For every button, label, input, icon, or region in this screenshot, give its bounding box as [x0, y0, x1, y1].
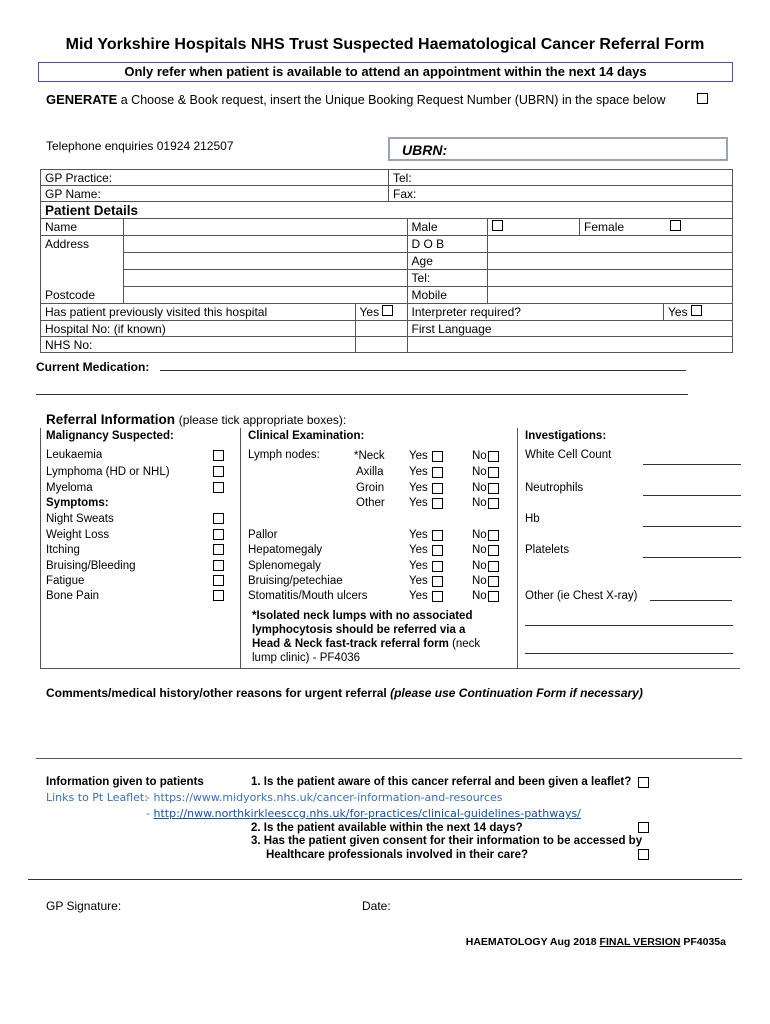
nhs-no-field[interactable]	[355, 337, 407, 353]
splenomegaly-no-label: No	[472, 560, 487, 572]
comments-divider	[36, 758, 742, 759]
neck-yes-label: Yes	[409, 450, 428, 462]
investigation-line-2[interactable]	[525, 641, 733, 654]
weight-loss-label: Weight Loss	[46, 529, 110, 541]
generate-text: a Choose & Book request, insert the Unique Booking Request Number (UBRN) in the space below	[120, 93, 666, 107]
itching-label: Itching	[46, 544, 80, 556]
hospital-no-label: Hospital No: (if known)	[45, 321, 166, 336]
night-sweats-label: Night Sweats	[46, 513, 114, 525]
leukaemia-label: Leukaemia	[46, 449, 103, 461]
info-q3a: 3. Has the patient given consent for their information to be accessed by	[251, 835, 643, 847]
footer-code: PF4035a	[683, 936, 726, 948]
address-label: Address	[45, 237, 90, 252]
date-label: Date:	[362, 899, 391, 913]
hb-label: Hb	[525, 513, 540, 525]
comments-italic: (please use Continuation Form if necessary)	[390, 686, 643, 700]
dob-label: D O B	[411, 237, 445, 251]
note-bold: *Isolated neck lumps with no associated lymphocytosis should be referred via a Head & Neck fast-track referral form	[252, 610, 473, 650]
groin-no-label: No	[472, 482, 487, 494]
mobile-field[interactable]	[488, 287, 732, 303]
splenomegaly-yes-checkbox[interactable]	[432, 561, 443, 572]
neck-lump-note	[252, 609, 492, 665]
address-field-1[interactable]	[124, 236, 408, 253]
hepatomegaly-no-checkbox[interactable]	[488, 545, 499, 556]
neck-label: *Neck	[354, 450, 385, 462]
hepatomegaly-yes-checkbox[interactable]	[432, 545, 443, 556]
axilla-label: Axilla	[356, 466, 384, 478]
gp-practice-label: GP Practice:	[45, 170, 113, 185]
medication-line-1[interactable]	[160, 357, 686, 371]
dob-field[interactable]	[488, 236, 732, 252]
referral-divider-2	[517, 428, 518, 668]
lymphoma-checkbox[interactable]	[213, 466, 224, 477]
referral-left-border	[40, 428, 41, 668]
links-label: Links to Pt Leaflet:	[46, 791, 148, 804]
referral-title	[46, 412, 346, 427]
leaflet-link-1[interactable]: - https://www.midyorks.nhs.uk/cancer-information-and-resources	[146, 791, 503, 804]
name-field[interactable]	[124, 219, 408, 236]
splenomegaly-label: Splenomegaly	[248, 560, 321, 572]
bruising-petechiae-yes-checkbox[interactable]	[432, 576, 443, 587]
platelets-label: Platelets	[525, 544, 570, 556]
refer-notice: Only refer when patient is available to attend an appointment within the next 14 days	[38, 62, 733, 82]
footer-dept: HAEMATOLOGY Aug 2018	[465, 936, 597, 948]
male-label: Male	[411, 220, 438, 234]
neutrophils-field[interactable]	[643, 483, 741, 496]
other-node-no-label: No	[472, 497, 487, 509]
bruising-petechiae-no-checkbox[interactable]	[488, 576, 499, 587]
stomatitis-no-checkbox[interactable]	[488, 591, 499, 602]
comments-bold: Comments/medical history/other reasons for urgent referral	[46, 686, 387, 700]
other-investigation-field[interactable]	[650, 588, 732, 601]
fatigue-checkbox[interactable]	[213, 575, 224, 586]
female-checkbox[interactable]	[670, 220, 681, 231]
neck-yes-checkbox[interactable]	[432, 451, 443, 462]
stomatitis-yes-label: Yes	[409, 590, 428, 602]
postcode-label: Postcode	[45, 287, 96, 302]
medication-line-2[interactable]	[36, 381, 688, 395]
generate-instruction	[46, 92, 665, 107]
referral-divider-1	[240, 428, 241, 668]
address-field-3[interactable]	[124, 270, 408, 287]
gp-practice-field[interactable]	[41, 170, 389, 186]
referral-title-text: Referral Information	[46, 412, 176, 427]
groin-yes-checkbox[interactable]	[432, 483, 443, 494]
investigations-head: Investigations:	[525, 430, 607, 442]
leukaemia-checkbox[interactable]	[213, 450, 224, 461]
stomatitis-label: Stomatitis/Mouth ulcers	[248, 590, 368, 602]
link2-dash: -	[146, 807, 150, 820]
age-field[interactable]	[488, 253, 732, 269]
bone-pain-checkbox[interactable]	[213, 590, 224, 601]
info-head: Information given to patients	[46, 776, 204, 788]
footer	[466, 936, 726, 948]
patient-tel-label: Tel:	[411, 271, 431, 285]
interpreter-label: Interpreter required?	[411, 305, 521, 319]
hepatomegaly-yes-label: Yes	[409, 544, 428, 556]
interpreter-yes-checkbox[interactable]	[691, 305, 702, 316]
hospital-no-field[interactable]	[355, 321, 407, 337]
hepatomegaly-label: Hepatomegaly	[248, 544, 323, 556]
telephone-enquiries: Telephone enquiries 01924 212507	[46, 139, 234, 153]
neck-no-label: No	[472, 450, 487, 462]
clinical-head: Clinical Examination:	[248, 430, 365, 442]
other-investigation-label: Other (ie Chest X-ray)	[525, 590, 638, 602]
patient-tel-field[interactable]	[488, 270, 732, 286]
groin-yes-label: Yes	[409, 482, 428, 494]
stomatitis-yes-checkbox[interactable]	[432, 591, 443, 602]
first-language-field[interactable]	[407, 337, 732, 353]
link2-url[interactable]: http://nww.northkirkleesccg.nhs.uk/for-practices/clinical-guidelines-pathways/	[153, 807, 581, 820]
comments-area[interactable]	[40, 705, 740, 755]
symptoms-head: Symptoms:	[46, 497, 109, 509]
gp-table	[40, 169, 733, 202]
itching-checkbox[interactable]	[213, 544, 224, 555]
interpreter-yes-label: Yes	[668, 305, 688, 319]
bruising-petechiae-label: Bruising/petechiae	[248, 575, 343, 587]
other-node-label: Other	[356, 497, 385, 509]
patient-table	[40, 201, 733, 353]
visited-yes-checkbox[interactable]	[382, 305, 393, 316]
generate-bold: GENERATE	[46, 92, 118, 107]
q3-checkbox[interactable]	[638, 849, 649, 860]
gp-signature-label: GP Signature:	[46, 899, 122, 913]
other-node-yes-label: Yes	[409, 497, 428, 509]
gp-name-field[interactable]	[41, 186, 389, 202]
weight-loss-checkbox[interactable]	[213, 529, 224, 540]
white-cell-count-label: White Cell Count	[525, 449, 612, 461]
female-label: Female	[584, 220, 625, 234]
address-field-2[interactable]	[124, 253, 408, 270]
investigation-line-1[interactable]	[525, 613, 733, 626]
gp-fax-field[interactable]	[389, 186, 733, 202]
page-title: Mid Yorkshire Hospitals NHS Trust Suspected Haematological Cancer Referral Form	[65, 36, 705, 53]
info-divider	[28, 879, 742, 880]
visited-yes-label: Yes	[359, 305, 380, 319]
ubrn-label: UBRN:	[402, 142, 448, 158]
lymphoma-label: Lymphoma (HD or NHL)	[46, 466, 170, 478]
hb-field[interactable]	[643, 514, 741, 527]
axilla-yes-checkbox[interactable]	[432, 467, 443, 478]
patient-details-title: Patient Details	[45, 202, 139, 218]
ubrn-field[interactable]	[388, 137, 728, 161]
pallor-yes-label: Yes	[409, 529, 428, 541]
comments-heading	[46, 686, 643, 700]
q1-checkbox[interactable]	[638, 777, 649, 788]
gp-name-label: GP Name:	[45, 186, 101, 201]
splenomegaly-no-checkbox[interactable]	[488, 561, 499, 572]
axilla-no-checkbox[interactable]	[488, 467, 499, 478]
neck-no-checkbox[interactable]	[488, 451, 499, 462]
myeloma-label: Myeloma	[46, 482, 93, 494]
note-rest: (neck lump clinic) - PF4036	[252, 638, 481, 664]
groin-no-checkbox[interactable]	[488, 483, 499, 494]
malignancy-head: Malignancy Suspected:	[46, 430, 174, 442]
pallor-yes-checkbox[interactable]	[432, 530, 443, 541]
bruising-bleeding-checkbox[interactable]	[213, 560, 224, 571]
q2-checkbox[interactable]	[638, 822, 649, 833]
lymph-nodes-label: Lymph nodes:	[248, 449, 320, 461]
gp-fax-label: Fax:	[393, 186, 417, 201]
bruising-petechiae-no-label: No	[472, 575, 487, 587]
bruising-petechiae-yes-label: Yes	[409, 575, 428, 587]
pallor-label: Pallor	[248, 529, 278, 541]
night-sweats-checkbox[interactable]	[213, 513, 224, 524]
age-label: Age	[411, 254, 433, 268]
fatigue-label: Fatigue	[46, 575, 85, 587]
first-language-label: First Language	[411, 321, 492, 336]
mobile-label: Mobile	[411, 288, 447, 302]
generate-checkbox[interactable]	[697, 93, 708, 104]
postcode-field[interactable]	[124, 287, 408, 304]
platelets-field[interactable]	[643, 545, 741, 558]
current-medication-label: Current Medication:	[36, 360, 150, 374]
footer-version: FINAL VERSION	[599, 936, 681, 948]
male-checkbox[interactable]	[492, 220, 503, 231]
other-node-yes-checkbox[interactable]	[432, 498, 443, 509]
name-label: Name	[45, 220, 78, 234]
gp-tel-field[interactable]	[389, 170, 733, 186]
bone-pain-label: Bone Pain	[46, 590, 100, 602]
splenomegaly-yes-label: Yes	[409, 560, 428, 572]
info-q3b: Healthcare professionals involved in their care?	[266, 849, 529, 861]
leaflet-link-2[interactable]	[146, 807, 581, 820]
other-node-no-checkbox[interactable]	[488, 498, 499, 509]
referral-bottom-border	[40, 668, 740, 669]
info-q2: 2. Is the patient available within the next 14 days?	[251, 822, 523, 834]
stomatitis-no-label: No	[472, 590, 487, 602]
axilla-yes-label: Yes	[409, 466, 428, 478]
hepatomegaly-no-label: No	[472, 544, 487, 556]
pallor-no-checkbox[interactable]	[488, 530, 499, 541]
myeloma-checkbox[interactable]	[213, 482, 224, 493]
referral-subtitle: (please tick appropriate boxes):	[178, 413, 347, 427]
nhs-no-label: NHS No:	[45, 337, 93, 352]
visited-label: Has patient previously visited this hospital	[45, 305, 268, 319]
axilla-no-label: No	[472, 466, 487, 478]
pallor-no-label: No	[472, 529, 487, 541]
bruising-bleeding-label: Bruising/Bleeding	[46, 560, 136, 572]
groin-label: Groin	[356, 482, 385, 494]
info-q1: 1. Is the patient aware of this cancer referral and been given a leaflet?	[251, 776, 632, 788]
neutrophils-label: Neutrophils	[525, 482, 584, 494]
white-cell-count-field[interactable]	[643, 452, 741, 465]
gp-tel-label: Tel:	[393, 170, 412, 185]
